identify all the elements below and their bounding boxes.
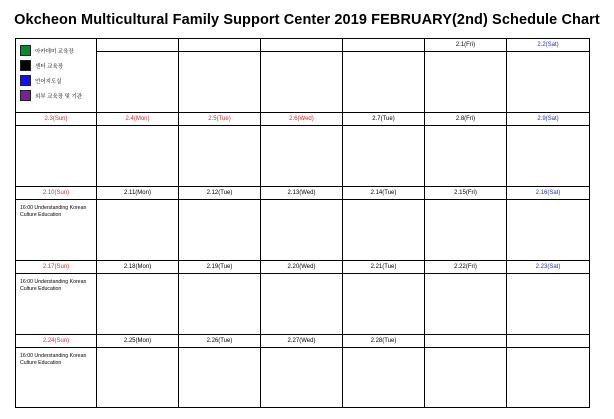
day-cell xyxy=(97,348,179,408)
day-cell xyxy=(343,274,425,335)
date-cell: 2.15(Fri) xyxy=(425,187,507,200)
legend xyxy=(16,39,97,113)
date-cell-saturday: 2.16(Sat) xyxy=(507,187,590,200)
legend-item-external xyxy=(20,88,96,103)
date-cell xyxy=(179,39,261,52)
date-cell: 2.13(Wed) xyxy=(261,187,343,200)
day-cell xyxy=(343,52,425,113)
day-cell xyxy=(97,200,179,261)
legend-item-language-room xyxy=(20,73,96,88)
day-cell xyxy=(425,348,507,408)
day-cell xyxy=(179,200,261,261)
date-cell: 2.28(Tue) xyxy=(343,335,425,348)
date-cell: 2.14(Tue) xyxy=(343,187,425,200)
day-cell xyxy=(425,126,507,187)
event-text: 16:00 Understanding Korean Culture Education xyxy=(20,205,87,218)
swatch-blue xyxy=(20,75,31,86)
day-cell xyxy=(179,126,261,187)
date-cell-holiday: 2.4(Mon) xyxy=(97,113,179,126)
swatch-black xyxy=(20,60,31,71)
schedule-calendar xyxy=(15,38,590,408)
date-cell: 2.7(Tue) xyxy=(343,113,425,126)
date-cell-sunday: 2.24(Sun) xyxy=(16,335,97,348)
day-cell xyxy=(261,52,343,113)
day-cell xyxy=(16,348,97,408)
date-cell-holiday: 2.6(Wed) xyxy=(261,113,343,126)
date-cell: 2.12(Tue) xyxy=(179,187,261,200)
date-cell xyxy=(425,335,507,348)
date-cell: 2.8(Fri) xyxy=(425,113,507,126)
date-cell: 2.18(Mon) xyxy=(97,261,179,274)
day-cell xyxy=(507,200,590,261)
date-cell: 2.1(Fri) xyxy=(425,39,507,52)
day-cell xyxy=(507,52,590,113)
day-cell xyxy=(343,126,425,187)
date-cell-saturday: 2.9(Sat) xyxy=(507,113,590,126)
event-text: 16:00 Understanding Korean Culture Education xyxy=(20,353,87,366)
date-cell: 2.22(Fri) xyxy=(425,261,507,274)
day-cell xyxy=(179,52,261,113)
day-cell xyxy=(507,274,590,335)
day-cell xyxy=(261,348,343,408)
date-cell xyxy=(507,335,590,348)
day-cell xyxy=(343,348,425,408)
day-cell xyxy=(16,200,97,261)
swatch-purple xyxy=(20,90,31,101)
date-cell: 2.26(Tue) xyxy=(179,335,261,348)
date-cell: 2.25(Mon) xyxy=(97,335,179,348)
date-cell: 2.21(Tue) xyxy=(343,261,425,274)
day-cell xyxy=(343,200,425,261)
legend-label: 센터 교육장 xyxy=(35,63,64,70)
event-text: 16:00 Understanding Korean Culture Education xyxy=(20,279,87,292)
date-cell: 2.27(Wed) xyxy=(261,335,343,348)
day-cell xyxy=(179,274,261,335)
date-cell-saturday: 2.2(Sat) xyxy=(507,39,590,52)
day-cell xyxy=(179,348,261,408)
legend-label: 언어지도실 xyxy=(35,78,62,85)
swatch-green xyxy=(20,45,31,56)
day-cell xyxy=(16,274,97,335)
legend-label: 외부 교육장 및 기관 xyxy=(35,93,83,100)
legend-item-academy xyxy=(20,43,96,58)
date-cell-holiday: 2.5(Tue) xyxy=(179,113,261,126)
schedule-title: Okcheon Multicultural Family Support Center 2019 FEBRUARY(2nd) Schedule Chart xyxy=(14,12,600,28)
date-cell: 2.20(Wed) xyxy=(261,261,343,274)
day-cell xyxy=(97,274,179,335)
date-cell-sunday: 2.3(Sun) xyxy=(16,113,97,126)
date-cell: 2.11(Mon) xyxy=(97,187,179,200)
day-cell xyxy=(97,52,179,113)
date-cell xyxy=(261,39,343,52)
day-cell xyxy=(425,274,507,335)
day-cell xyxy=(507,348,590,408)
date-cell xyxy=(343,39,425,52)
day-cell xyxy=(425,52,507,113)
date-cell-saturday: 2.23(Sat) xyxy=(507,261,590,274)
date-cell: 2.19(Tue) xyxy=(179,261,261,274)
day-cell xyxy=(16,126,97,187)
day-cell xyxy=(425,200,507,261)
date-cell-sunday: 2.17(Sun) xyxy=(16,261,97,274)
legend-item-center xyxy=(20,58,96,73)
legend-label: 아카데미 교육장 xyxy=(35,48,74,55)
date-cell xyxy=(97,39,179,52)
day-cell xyxy=(261,126,343,187)
day-cell xyxy=(261,274,343,335)
day-cell xyxy=(261,200,343,261)
day-cell xyxy=(97,126,179,187)
date-cell-sunday: 2.10(Sun) xyxy=(16,187,97,200)
day-cell xyxy=(507,126,590,187)
